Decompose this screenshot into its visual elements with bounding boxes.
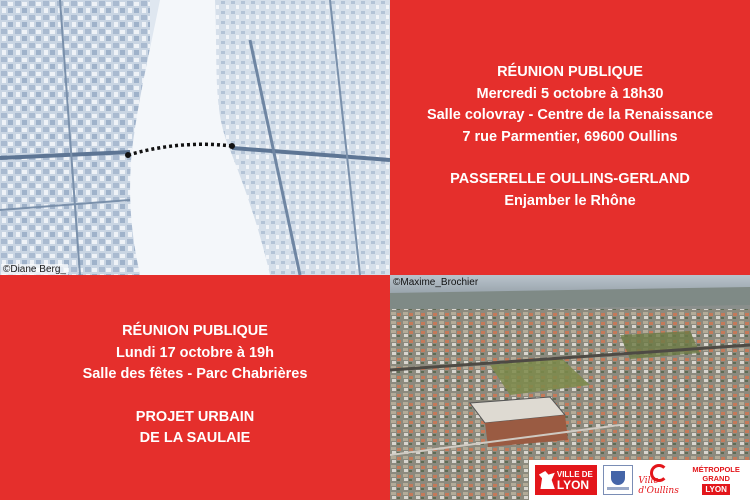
photo-credit: ©Maxime_Brochier — [393, 277, 479, 288]
partner-logos — [529, 460, 750, 500]
ville-de-lyon-logo — [535, 465, 597, 495]
lion-icon — [539, 471, 555, 489]
meeting-2-project-title: PROJET URBAIN — [135, 408, 255, 425]
meeting-1-venue: Salle colovray - Centre de la Renaissance — [426, 107, 714, 123]
metro-logo-mid: GRAND — [702, 474, 730, 483]
lyon-logo-bottom: LYON — [556, 478, 590, 492]
meeting-2-venue: Salle des fêtes - Parc Chabrières — [82, 366, 308, 382]
city-crest-logo — [603, 465, 633, 495]
meeting-2-text — [0, 321, 390, 450]
meeting-1-project-title: PASSERELLE OULLINS-GERLAND — [450, 171, 690, 187]
aerial-map-illustration — [0, 0, 390, 275]
ville-oullins-logo — [638, 464, 682, 496]
metro-logo-bottom: LYON — [702, 484, 730, 495]
lyon-logo-top: VILLE DE — [556, 470, 593, 479]
meeting-2-heading: RÉUNION PUBLIQUE — [122, 323, 268, 339]
meeting-2-date: Lundi 17 octobre à 19h — [116, 344, 274, 361]
meeting-1-text — [390, 62, 750, 212]
meeting-1-heading: RÉUNION PUBLIQUE — [497, 64, 643, 80]
oullins-logo-text: Ville d'Oullins — [638, 476, 679, 496]
meeting-1-panel — [390, 0, 750, 275]
aerial-map-image — [0, 0, 390, 275]
meeting-2-panel — [0, 275, 390, 500]
metropole-grand-lyon-logo — [688, 465, 744, 495]
shield-icon — [611, 471, 625, 485]
metro-logo-top: MÉTROPOLE — [692, 465, 740, 474]
meeting-1-address: 7 rue Parmentier, 69600 Oullins — [462, 128, 678, 145]
meeting-2-project-subtitle: DE LA SAULAIE — [139, 430, 251, 446]
map-photo-credit: ©Diane Berg_ — [3, 264, 66, 275]
meeting-1-project-subtitle: Enjamber le Rhône — [504, 192, 636, 209]
crest-caption-line — [607, 487, 629, 490]
meeting-1-date: Mercredi 5 octobre à 18h30 — [476, 85, 664, 102]
